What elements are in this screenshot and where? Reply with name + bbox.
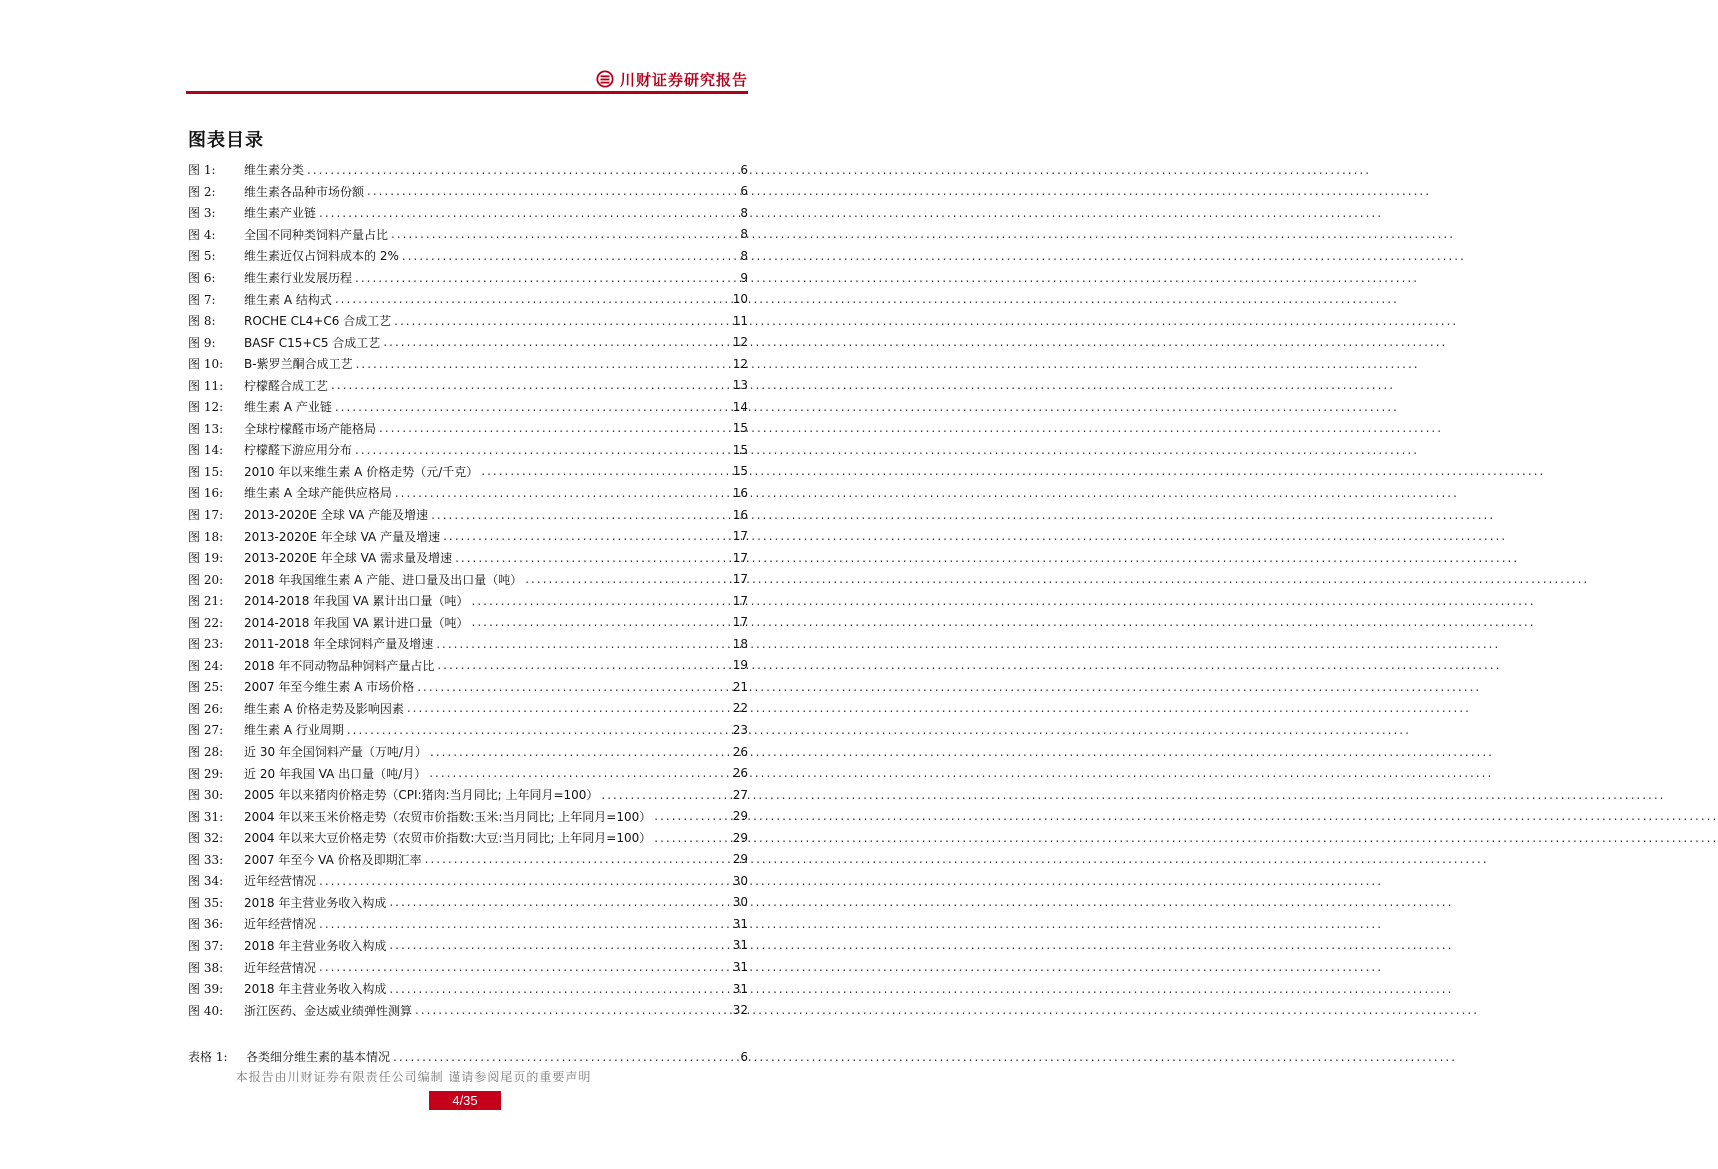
toc-label: 图 33: — [188, 852, 224, 867]
toc-page-number: 16 — [732, 507, 748, 522]
toc-leader-dots — [472, 615, 730, 629]
toc-row[interactable] — [188, 741, 748, 763]
toc-title: 2013-2020E 年全球 VA 需求量及增速 — [244, 551, 453, 566]
toc-leader-dots — [379, 421, 730, 435]
toc-leader-dots — [319, 874, 730, 888]
toc-row[interactable] — [188, 676, 748, 698]
toc-row[interactable] — [188, 913, 748, 935]
toc-leader-dots — [437, 658, 729, 672]
toc-label: 图 30: — [188, 788, 224, 803]
toc-leader-dots — [601, 788, 729, 802]
toc-title: 维生素分类 — [244, 163, 305, 178]
toc-page-number: 17 — [732, 572, 748, 587]
toc-label: 图 6: — [188, 271, 216, 285]
toc-label: 图 37: — [188, 938, 224, 953]
toc-label: 图 8: — [188, 314, 216, 329]
toc-page-number: 31 — [732, 938, 748, 953]
toc-leader-dots — [443, 529, 730, 543]
section-title: 图表目录 — [188, 130, 264, 151]
toc-label: 图 35: — [188, 895, 224, 910]
toc-page-number: 26 — [732, 744, 748, 759]
toc-label: 图 18: — [188, 529, 224, 544]
toc-page-number: 11 — [732, 313, 748, 328]
toc-title: 2018 年主营业务收入构成 — [244, 982, 387, 997]
toc-title: 2005 年以来猪肉价格走势（CPI:猪肉:当月同比; 上年同月=100） — [244, 788, 599, 803]
toc-row[interactable] — [188, 331, 748, 353]
toc-title: 维生素 A 产业链 — [244, 400, 332, 415]
toc-row[interactable] — [188, 633, 748, 655]
toc-label: 图 4: — [188, 227, 216, 242]
toc-page-number: 6 — [740, 184, 748, 199]
toc-label: 图 3: — [188, 206, 216, 221]
toc-row[interactable] — [188, 784, 748, 806]
toc-page-number: 18 — [732, 636, 748, 651]
toc-row[interactable] — [188, 805, 748, 827]
toc-leader-dots — [654, 809, 729, 823]
toc-label: 图 22: — [188, 615, 224, 630]
toc-label: 图 15: — [188, 464, 224, 479]
toc-label: 图 28: — [188, 745, 224, 760]
toc-page-number: 14 — [732, 399, 748, 414]
brand-name: 川财证券研究报告 — [619, 70, 748, 89]
toc-leader-dots — [436, 637, 729, 651]
footer-disclaimer: 本报告由川财证券有限责任公司编制 谨请参阅尾页的重要声明 — [235, 1070, 592, 1084]
toc-leader-dots — [402, 249, 733, 263]
toc-title: 近 20 年我国 VA 出口量（吨/月） — [244, 766, 427, 781]
toc-page-number: 15 — [732, 442, 748, 457]
toc-label: 图 17: — [188, 508, 224, 523]
toc-page-number: 6 — [740, 1049, 748, 1064]
toc-leader-dots — [319, 917, 730, 931]
toc-title: 维生素产业链 — [244, 206, 317, 221]
header-divider — [186, 91, 748, 94]
toc-leader-dots — [417, 680, 730, 694]
toc-title: 2004 年以来玉米价格走势（农贸市价指数:玉米:当月同比; 上年同月=100） — [244, 809, 652, 824]
toc-label: 图 29: — [188, 766, 224, 781]
toc-label: 图 20: — [188, 572, 224, 587]
toc-label: 图 19: — [188, 551, 224, 566]
toc-row[interactable] — [188, 999, 748, 1021]
toc-title: 维生素各品种市场份额 — [244, 184, 365, 199]
toc-label: 图 32: — [188, 831, 224, 846]
toc-page-number: 29 — [732, 852, 748, 867]
toc-row[interactable] — [188, 849, 748, 871]
toc-row[interactable] — [188, 698, 748, 720]
toc-row[interactable] — [188, 310, 748, 332]
toc-title: 2013-2020E 全球 VA 产能及增速 — [244, 508, 429, 523]
toc-row[interactable] — [188, 267, 748, 289]
toc-row[interactable] — [188, 568, 748, 590]
toc-title: 近年经营情况 — [244, 874, 317, 889]
toc-title: 维生素 A 结构式 — [244, 292, 332, 307]
toc-title: 2007 年至今维生素 A 市场价格 — [244, 680, 415, 695]
toc-leader-dots — [319, 206, 733, 220]
toc-leader-dots — [331, 378, 730, 392]
toc-label: 图 12: — [188, 400, 224, 415]
toc-leader-dots — [389, 895, 729, 909]
toc-title: ROCHE CL4+C6 合成工艺 — [244, 314, 392, 329]
toc-page-number: 21 — [732, 679, 748, 694]
toc-title: 2004 年以来大豆价格走势（农贸市价指数:大豆:当月同比; 上年同月=100） — [244, 831, 652, 846]
toc-leader-dots — [429, 766, 729, 780]
toc-label: 图 5: — [188, 249, 216, 264]
toc-row[interactable] — [188, 892, 748, 914]
toc-leader-dots — [355, 443, 730, 457]
toc-row[interactable] — [188, 224, 748, 246]
toc-page-number: 19 — [732, 658, 748, 673]
toc-leader-dots — [415, 1003, 730, 1017]
toc-label: 图 10: — [188, 357, 224, 372]
toc-title: 柠檬醛下游应用分布 — [244, 443, 353, 458]
toc-label: 图 13: — [188, 421, 224, 436]
toc-page-number: 8 — [740, 248, 748, 263]
toc-leader-dots — [525, 572, 730, 586]
toc-label: 图 21: — [188, 594, 224, 609]
toc-row[interactable] — [188, 504, 748, 526]
toc-leader-dots — [394, 314, 730, 328]
toc-title: 2018 年不同动物品种饲料产量占比 — [244, 658, 435, 673]
toc-title: 维生素 A 价格走势及影响因素 — [244, 701, 404, 716]
toc-page-number: 12 — [732, 335, 748, 350]
toc-row[interactable] — [188, 935, 748, 957]
toc-row[interactable] — [188, 762, 748, 784]
toc-row[interactable] — [188, 590, 748, 612]
toc-leader-dots — [355, 271, 733, 285]
toc-page-number: 16 — [732, 485, 748, 500]
toc-leader-dots — [481, 464, 729, 478]
toc-row[interactable] — [188, 547, 748, 569]
toc-leader-dots — [347, 723, 730, 737]
toc-leader-dots — [425, 852, 730, 866]
toc-page-number: 12 — [732, 356, 748, 371]
toc-leader-dots — [356, 357, 730, 371]
toc-title: Β-紫罗兰酮合成工艺 — [244, 357, 353, 372]
toc-title: 2007 年至今 VA 价格及即期汇率 — [244, 852, 422, 867]
toc-row[interactable] — [188, 482, 748, 504]
toc-row[interactable] — [188, 525, 748, 547]
toc-label: 图 7: — [188, 292, 216, 307]
toc-leader-dots — [472, 594, 730, 608]
toc-row[interactable] — [188, 159, 748, 181]
toc-row[interactable] — [188, 978, 748, 1000]
toc-leader-dots — [455, 551, 730, 565]
toc-page-number: 13 — [732, 378, 748, 393]
toc-page-number: 10 — [732, 292, 748, 307]
toc-row[interactable] — [188, 181, 748, 203]
toc-label: 图 27: — [188, 723, 224, 738]
toc-label: 图 2: — [188, 184, 216, 199]
toc-title: 维生素近仅占饲料成本的 2% — [244, 249, 399, 264]
toc-label: 图 24: — [188, 658, 224, 673]
toc-page-number: 17 — [732, 529, 748, 544]
toc-row[interactable] — [188, 956, 748, 978]
toc-page-number: 31 — [732, 960, 748, 974]
toc-title: 2011-2018 年全球饲料产量及增速 — [244, 637, 434, 652]
toc-leader-dots — [389, 938, 729, 952]
toc-leader-dots — [395, 486, 730, 500]
toc-page-number: 29 — [732, 830, 748, 845]
toc-title: 全国不同种类饲料产量占比 — [244, 227, 389, 242]
toc-leader-dots — [389, 982, 729, 996]
toc-label: 图 9: — [188, 335, 216, 350]
toc-leader-dots — [307, 163, 733, 177]
toc-title: 维生素 A 全球产能供应格局 — [244, 486, 392, 501]
toc-title: BASF C15+C5 合成工艺 — [244, 335, 381, 350]
toc-row[interactable] — [188, 288, 748, 310]
toc-row[interactable] — [188, 245, 748, 267]
figure-list — [188, 159, 748, 1021]
brand — [596, 69, 748, 89]
toc-row[interactable] — [188, 611, 748, 633]
toc-page-number: 9 — [740, 270, 748, 285]
toc-label: 图 31: — [188, 809, 224, 824]
toc-page-number: 15 — [732, 464, 748, 479]
toc-page-number: 6 — [740, 162, 748, 177]
toc-title: 近年经营情况 — [244, 960, 317, 975]
toc-title: 维生素 A 行业周期 — [244, 723, 344, 738]
toc-leader-dots — [319, 960, 730, 974]
toc-page-number: 30 — [732, 873, 748, 888]
toc-title: 2018 年我国维生素 A 产能、进口量及出口量（吨） — [244, 572, 523, 587]
toc-label: 图 34: — [188, 874, 224, 889]
toc-page-number: 31 — [732, 916, 748, 931]
toc-title: 2013-2020E 年全球 VA 产量及增速 — [244, 529, 441, 544]
toc-title: 各类细分维生素的基本情况 — [246, 1050, 391, 1065]
toc-leader-dots — [654, 831, 729, 845]
toc-page-number: 29 — [732, 809, 748, 824]
toc-leader-dots — [335, 400, 730, 414]
toc-title: 2014-2018 年我国 VA 累计进口量（吨） — [244, 615, 469, 630]
toc-label: 图 40: — [188, 1003, 224, 1018]
toc-title: 近 30 年全国饲料产量（万吨/月） — [244, 745, 427, 760]
toc-page-number: 17 — [732, 550, 748, 565]
toc-row[interactable] — [188, 461, 748, 483]
toc-leader-dots — [335, 292, 730, 306]
toc-label: 图 38: — [188, 960, 224, 975]
table-list — [188, 1046, 748, 1068]
toc-row[interactable] — [188, 418, 748, 440]
toc-label: 图 1: — [188, 163, 216, 178]
toc-label: 图 14: — [188, 443, 224, 458]
toc-title: 2010 年以来维生素 A 价格走势（元/千克） — [244, 464, 479, 479]
toc-page-number: 31 — [732, 981, 748, 996]
toc-title: 近年经营情况 — [244, 917, 317, 932]
toc-page-number: 17 — [732, 615, 748, 630]
toc-row[interactable] — [188, 374, 748, 396]
toc-page-number: 27 — [732, 787, 748, 802]
toc-row[interactable] — [188, 719, 748, 741]
toc-title: 柠檬醛合成工艺 — [244, 378, 329, 393]
toc-page-number: 22 — [732, 701, 748, 716]
toc-label: 图 23: — [188, 637, 224, 652]
toc-leader-dots — [383, 335, 729, 349]
toc-leader-dots — [431, 508, 730, 522]
toc-row[interactable] — [188, 202, 748, 224]
toc-page-number: 23 — [732, 722, 748, 737]
toc-row[interactable] — [188, 1046, 748, 1068]
toc-label: 图 26: — [188, 701, 224, 716]
toc-row[interactable] — [188, 396, 748, 418]
toc-page-number: 8 — [740, 205, 748, 220]
toc-label: 图 39: — [188, 982, 224, 997]
toc-row[interactable] — [188, 439, 748, 461]
toc-row[interactable] — [188, 655, 748, 677]
toc-row[interactable] — [188, 353, 748, 375]
toc-page-number: 26 — [732, 766, 748, 781]
toc-page-number: 30 — [732, 895, 748, 910]
toc-title: 维生素行业发展历程 — [244, 271, 353, 285]
toc-label: 图 25: — [188, 680, 224, 695]
chuancai-logo-icon — [596, 70, 614, 88]
toc-leader-dots — [391, 227, 733, 241]
toc-leader-dots — [407, 701, 730, 715]
toc-page-number: 32 — [732, 1003, 748, 1018]
toc-label: 图 36: — [188, 917, 224, 932]
page-header — [186, 63, 748, 93]
toc-title: 2014-2018 年我国 VA 累计出口量（吨） — [244, 594, 469, 609]
toc-title: 2018 年主营业务收入构成 — [244, 895, 387, 910]
toc-title: 浙江医药、金达威业绩弹性测算 — [244, 1003, 413, 1018]
toc-row[interactable] — [188, 827, 748, 849]
toc-label: 图 11: — [188, 378, 224, 393]
toc-leader-dots — [393, 1050, 733, 1064]
toc-label: 图 16: — [188, 486, 224, 501]
toc-leader-dots — [430, 745, 730, 759]
toc-title: 2018 年主营业务收入构成 — [244, 938, 387, 953]
toc-title: 全球柠檬醛市场产能格局 — [244, 421, 377, 436]
toc-leader-dots — [367, 184, 733, 198]
toc-page-number: 8 — [740, 227, 748, 242]
toc-row[interactable] — [188, 870, 748, 892]
toc-page-number: 15 — [732, 421, 748, 436]
page-number-badge: 4/35 — [429, 1091, 501, 1110]
toc-label: 表格 1: — [188, 1050, 228, 1065]
toc-page-number: 17 — [732, 593, 748, 608]
